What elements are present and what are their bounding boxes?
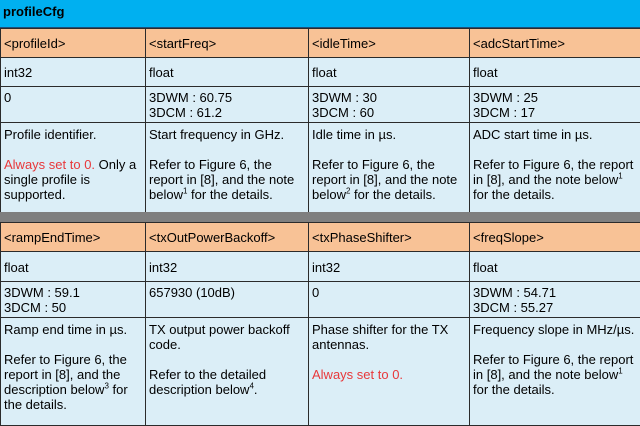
value-line: 3DWM : 60.75 — [149, 90, 233, 105]
footnote-ref: 1 — [618, 366, 623, 376]
description-text: Refer to Figure 6, the report in [8], and the note below$^1$ for the details. — [473, 157, 634, 202]
value-line: 3DCM : 60 — [312, 105, 375, 120]
description-text: ADC start time in µs. — [473, 127, 593, 142]
value-line: 3DCM : 61.2 — [149, 105, 222, 120]
value-line: 3DCM : 17 — [473, 105, 536, 120]
header-cell: <rampEndTime> — [1, 223, 146, 252]
header-cell: <txPhaseShifter> — [309, 223, 470, 252]
value-row — [1, 87, 640, 123]
header-cell: <freqSlope> — [470, 223, 640, 252]
description-text: Refer to Figure 6, the report in [8], and the note below$^2$ for the details. — [312, 157, 458, 202]
value-line: 3DCM : 50 — [4, 300, 67, 315]
description-text: Refer to the detailed description below$^4$. — [149, 367, 267, 397]
description-text: Refer to Figure 6, the report in [8], and the note below$^1$ for the details. — [473, 352, 634, 397]
description-text: Profile identifier. — [4, 127, 97, 142]
description-text: Start frequency in GHz. — [149, 127, 285, 142]
value-line: 3DWM : 25 — [473, 90, 539, 105]
description-text: Refer to Figure 6, the report in [8], and the description below$^3$ for the details. — [4, 352, 128, 412]
header-cell: <txOutPowerBackoff> — [146, 223, 309, 252]
description-row — [1, 123, 640, 213]
block-separator — [0, 212, 640, 222]
footnote-ref: 1 — [182, 186, 188, 196]
header-cell: <adcStartTime> — [470, 29, 640, 58]
value-cell — [1, 282, 146, 318]
type-cell: float — [309, 58, 470, 87]
description-cell — [146, 318, 309, 426]
description-text: Phase shifter for the TX antennas. — [312, 322, 449, 352]
description-text: Always set to 0. Only a single profile is supported. — [4, 157, 137, 202]
footnote-ref: 1 — [618, 171, 623, 181]
value-cell — [470, 87, 640, 123]
description-text: Ramp end time in µs. — [4, 322, 128, 337]
footnote-ref: 2 — [345, 186, 351, 196]
type-row — [1, 58, 640, 87]
type-cell: float — [1, 252, 146, 282]
description-text: Idle time in µs. — [312, 127, 397, 142]
value-row — [1, 282, 640, 318]
type-cell: float — [146, 58, 309, 87]
description-cell — [1, 318, 146, 426]
title-bar — [0, 0, 640, 28]
value-line: 3DWM : 59.1 — [4, 285, 80, 300]
description-cell — [470, 318, 640, 426]
description-text: TX output power backoff code. — [149, 322, 290, 352]
footnote-ref: 4 — [249, 381, 254, 391]
description-text: Frequency slope in MHz/µs. — [473, 322, 635, 337]
value-line: 3DWM : 30 — [312, 90, 378, 105]
value-cell — [1, 87, 146, 123]
value-line: 657930 (10dB) — [149, 285, 236, 300]
value-cell — [146, 282, 309, 318]
param-block-2 — [0, 222, 640, 426]
value-line: 0 — [4, 90, 12, 105]
header-cell: <profileId> — [1, 29, 146, 58]
header-cell: <idleTime> — [309, 29, 470, 58]
type-cell: int32 — [309, 252, 470, 282]
header-row — [1, 223, 640, 252]
header-row — [1, 29, 640, 58]
value-line: 3DCM : 55.27 — [473, 300, 554, 315]
value-line: 3DWM : 54.71 — [473, 285, 557, 300]
highlight-text: Always set to 0. — [4, 157, 96, 172]
type-cell: int32 — [1, 58, 146, 87]
description-row — [1, 318, 640, 426]
type-cell: float — [470, 252, 640, 282]
description-cell — [309, 123, 470, 213]
type-row — [1, 252, 640, 282]
param-block-1 — [0, 28, 640, 213]
footnote-ref: 3 — [104, 381, 109, 391]
value-line: 0 — [312, 285, 320, 300]
header-cell: <startFreq> — [146, 29, 309, 58]
value-cell — [309, 282, 470, 318]
value-cell — [146, 87, 309, 123]
highlight-text: Always set to 0. — [312, 367, 404, 382]
value-cell — [470, 282, 640, 318]
type-cell: int32 — [146, 252, 309, 282]
description-cell — [470, 123, 640, 213]
description-cell — [309, 318, 470, 426]
description-cell — [146, 123, 309, 213]
table-title: profileCfg — [3, 4, 65, 19]
value-cell — [309, 87, 470, 123]
description-text: Refer to Figure 6, the report in [8], and the note below$^1$ for the details. — [149, 157, 295, 202]
description-text — [312, 367, 466, 382]
type-cell: float — [470, 58, 640, 87]
description-cell — [1, 123, 146, 213]
